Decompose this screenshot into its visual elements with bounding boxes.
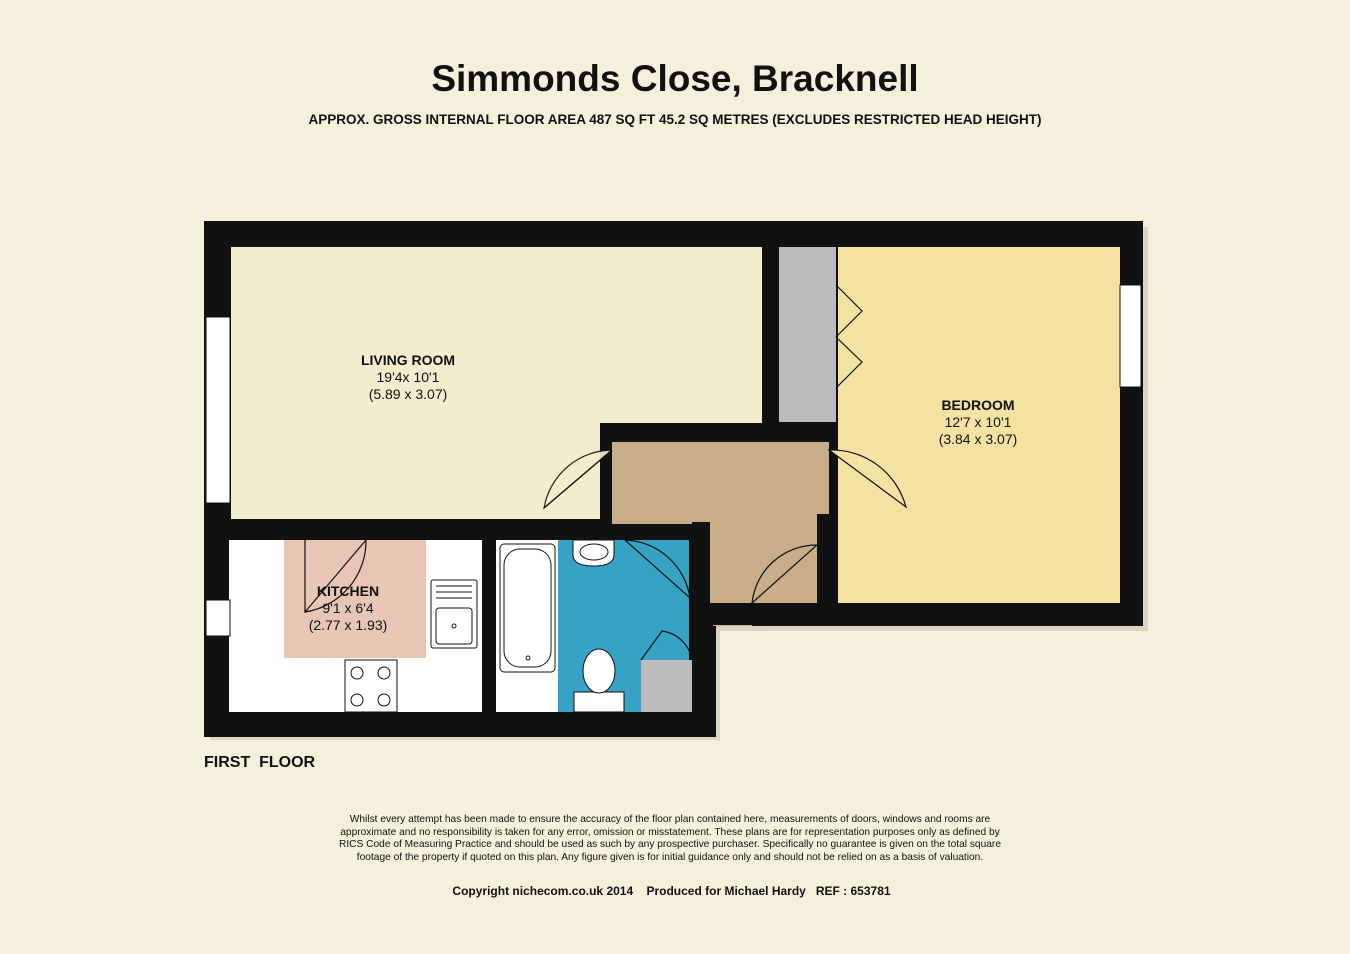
disclaimer-text: Whilst every attempt has been made to ensure the accuracy of the floor plan contained here, measurements of doors, windows and rooms are approximate and no responsibility is taken for any error, omission or misstatement. These plans are for representation purposes only as defined by RICS Code of Measuring Practice and should be used as such by any prospective purchaser. Specifically no guarantee is given on the total square footage of the property if quoted on this plan. Any figure given is for initial guidance only and should not be relied on as a basis of valuation.: [338, 814, 1001, 863]
floor-label: FIRST FLOOR: [204, 754, 316, 771]
kitchen-name: KITCHEN: [316, 583, 380, 599]
copyright-line: Copyright nichecom.co.uk 2014 Produced for Michael Hardy REF : 653781: [452, 884, 891, 898]
kitchen-window: [206, 600, 230, 636]
plan-title: Simmonds Close, Bracknell: [431, 58, 919, 99]
bathroom-airing-cupboard: [641, 660, 692, 712]
living-room-name: LIVING ROOM: [360, 352, 456, 368]
living-room-window: [206, 317, 230, 503]
kitchen-label: [288, 583, 408, 634]
bedroom-label: [888, 397, 1068, 448]
bedroom-imperial: 12'7 x 10'1: [944, 414, 1012, 430]
storage-cupboard-floor: [779, 247, 836, 422]
bedroom-name: BEDROOM: [941, 397, 1015, 413]
bedroom-window: [1120, 285, 1141, 387]
living-room-imperial: 19'4x 10'1: [376, 369, 440, 385]
living-room-label: [318, 352, 498, 403]
toilet-cistern: [574, 692, 624, 712]
kitchen-imperial: 9'1 x 6'4: [322, 600, 374, 616]
toilet-bowl: [583, 649, 615, 693]
bedroom-metric: (3.84 x 3.07): [938, 431, 1018, 447]
living-room-metric: (5.89 x 3.07): [368, 386, 448, 402]
kitchen-metric: (2.77 x 1.93): [308, 617, 388, 633]
floor-area-subtitle: APPROX. GROSS INTERNAL FLOOR AREA 487 SQ FT 45.2 SQ METRES (EXCLUDES RESTRICTED HEAD HEIGHT): [308, 112, 1042, 127]
